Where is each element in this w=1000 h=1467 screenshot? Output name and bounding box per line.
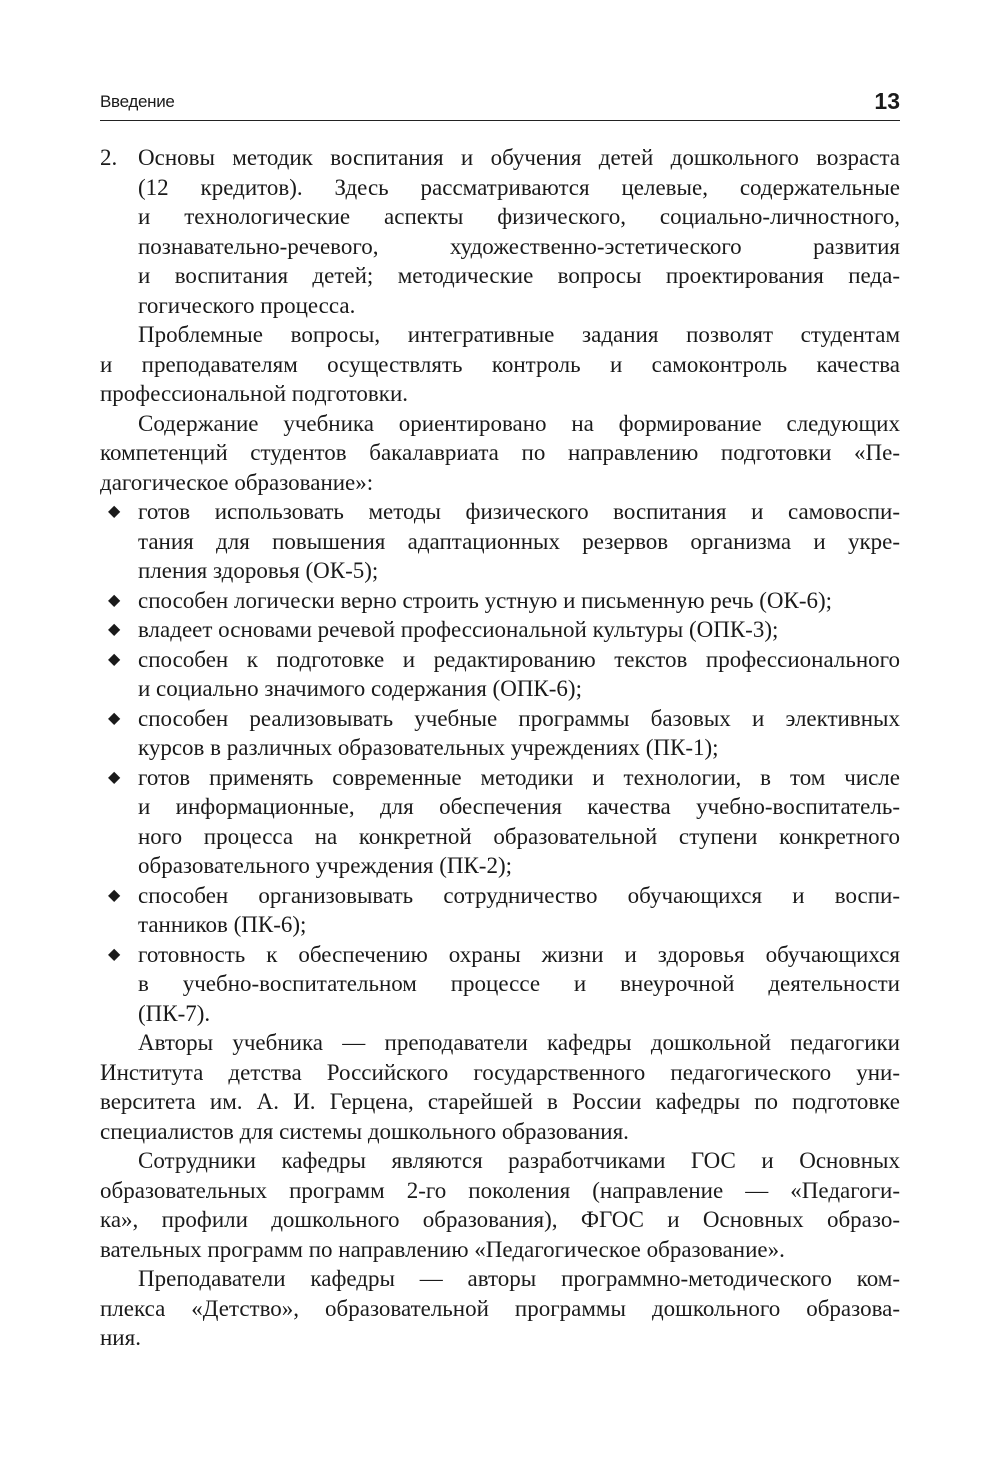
text-line: танников (ПК-6);: [138, 912, 307, 937]
text-line: и воспитания детей; методические вопросы проектирования педа-: [138, 263, 900, 288]
paragraph: [100, 409, 900, 498]
text-line: компетенций студентов бакалавриата по направлению подготовки «Пе-: [100, 440, 900, 465]
text-line: способен логически верно строить устную и письменную речь (ОК-6);: [138, 587, 833, 613]
text-line: специалистов для системы дошкольного образования.: [100, 1118, 629, 1144]
text-line: (12 кредитов). Здесь рассматриваются целевые, содержательные: [138, 174, 900, 200]
text-line: вательных программ по направлению «Педагогическое образование».: [100, 1236, 785, 1262]
text-line: в учебно-воспитательном процессе и внеурочной деятельности: [138, 971, 900, 996]
text-line: образовательного учреждения (ПК-2);: [138, 853, 513, 878]
diamond-bullet-icon: ◆: [108, 886, 121, 904]
paragraph: [100, 320, 900, 409]
diamond-bullet-icon: ◆: [108, 709, 121, 727]
text-line: верситета им. А. И. Герцена, старейшей в России кафедры по подготовке: [100, 1089, 900, 1114]
bullet-item: [100, 615, 900, 645]
text-line: и социально значимого содержания (ОПК-6);: [138, 676, 582, 701]
text-line: тания для повышения адаптационных резервов организма и укре-: [138, 528, 900, 554]
text-line: ного процесса на конкретной образовательной ступени конкретного: [138, 823, 900, 849]
bullet-item: [100, 940, 900, 1029]
text-line: Авторы учебника — преподаватели кафедры дошкольной педагогики: [138, 1030, 900, 1055]
page-number: 13: [874, 88, 900, 114]
text-line: (ПК-7).: [138, 1000, 211, 1026]
diamond-bullet-icon: ◆: [108, 768, 121, 786]
diamond-bullet-icon: ◆: [108, 503, 121, 520]
text-line: Содержание учебника ориентировано на формирование следующих: [138, 410, 900, 436]
text-line: ния.: [100, 1325, 141, 1350]
text-line: Института детства Российского государственного педагогического уни-: [100, 1059, 900, 1085]
bullet-item: [100, 497, 900, 586]
diamond-bullet-icon: ◆: [108, 650, 121, 668]
text-line: и преподавателям осуществлять контроль и самоконтроль качества: [100, 351, 900, 377]
running-header: [100, 86, 900, 121]
text-line: Основы методик воспитания и обучения детей дошкольного возраста: [138, 145, 900, 170]
bullet-item: [100, 586, 900, 616]
paragraph: [100, 1028, 900, 1146]
paragraph: [100, 1264, 900, 1353]
text-line: ка», профили дошкольного образования), ФГОС и Основных образо-: [100, 1207, 900, 1232]
text-line: Преподаватели кафедры — авторы программно-методического ком-: [138, 1266, 900, 1291]
text-line: Сотрудники кафедры являются разработчиками ГОС и Основных: [138, 1148, 900, 1173]
text-line: курсов в различных образовательных учреждениях (ПК-1);: [138, 735, 719, 760]
text-line: гогического процесса.: [138, 292, 356, 318]
diamond-bullet-icon: ◆: [108, 591, 121, 609]
text-line: способен к подготовке и редактированию текстов профессионального: [138, 646, 900, 672]
paragraph: [100, 1146, 900, 1264]
text-line: готовность к обеспечению охраны жизни и здоровья обучающихся: [138, 941, 900, 967]
diamond-bullet-icon: ◆: [108, 945, 121, 963]
bullet-item: [100, 645, 900, 704]
text-line: профессиональной подготовки.: [100, 381, 409, 406]
text-line: владеет основами речевой профессиональной культуры (ОПК-3);: [138, 617, 779, 642]
text-line: пления здоровья (ОК-5);: [138, 558, 379, 583]
item-number: 2.: [100, 145, 118, 170]
text-line: и технологические аспекты физического, социально-личностного,: [138, 204, 900, 229]
text-line: способен организовывать сотрудничество обучающихся и воспи-: [138, 882, 900, 908]
diamond-bullet-icon: ◆: [108, 621, 121, 638]
text-line: готов применять современные методики и технологии, в том числе: [138, 764, 900, 790]
bullet-item: [100, 881, 900, 940]
bullet-item: [100, 763, 900, 881]
text-line: плекса «Детство», образовательной программы дошкольного образова-: [100, 1295, 900, 1321]
text-line: готов использовать методы физического воспитания и самовоспи-: [138, 499, 900, 524]
page-body: [100, 143, 900, 1353]
text-line: дагогическое образование»:: [100, 469, 374, 495]
numbered-item: [100, 143, 900, 320]
text-line: Проблемные вопросы, интегративные задания позволят студентам: [138, 322, 900, 347]
text-line: образовательных программ 2-го поколения (направление — «Педагоги-: [100, 1177, 900, 1203]
bullet-item: [100, 704, 900, 763]
text-line: познавательно-речевого, художественно-эстетического развития: [138, 233, 900, 259]
text-line: и информационные, для обеспечения качества учебно-воспитатель-: [138, 794, 900, 819]
text-line: способен реализовывать учебные программы базовых и элективных: [138, 705, 900, 731]
section-title: Введение: [100, 92, 175, 111]
